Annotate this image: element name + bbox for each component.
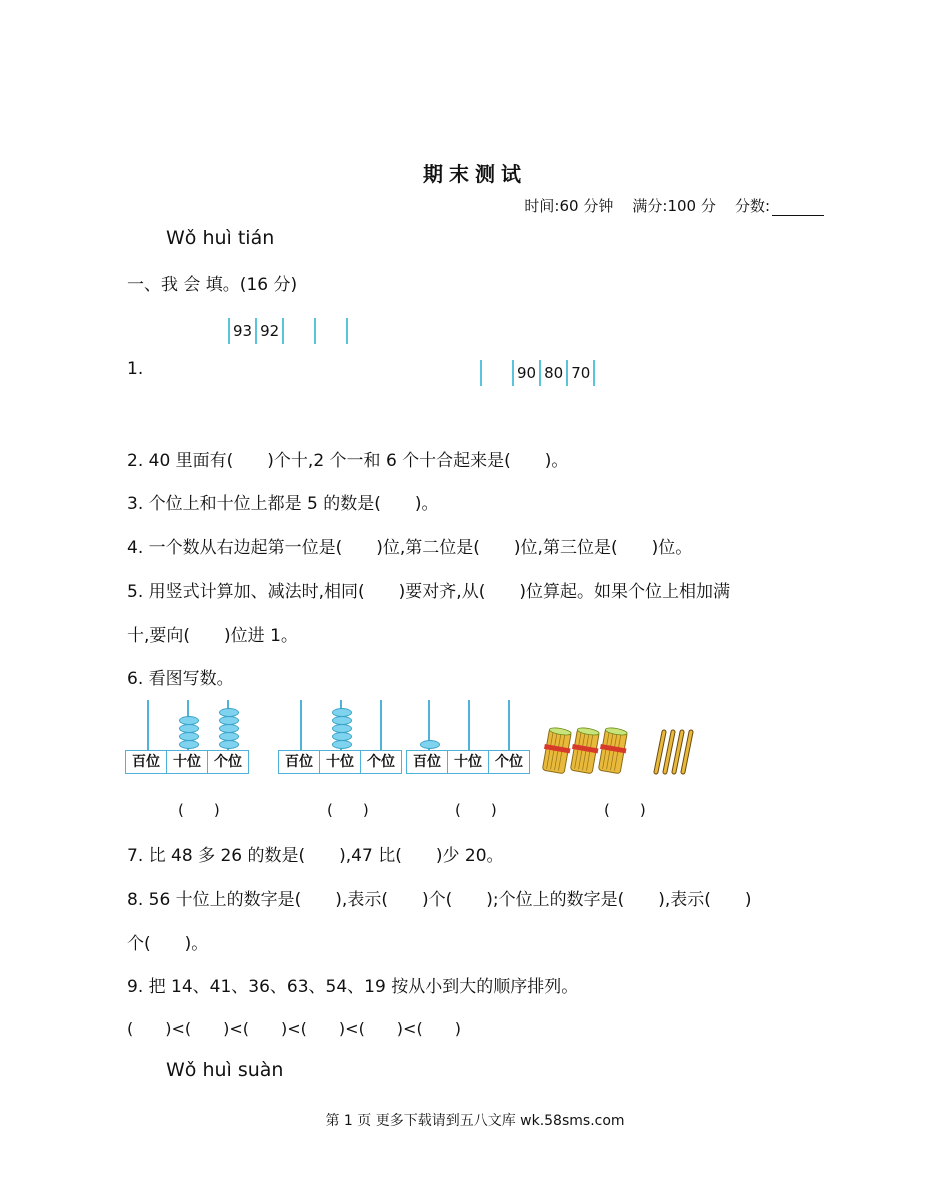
pinyin-heading-calc: Wǒ huì suàn	[166, 1059, 284, 1081]
page-footer: 第 1 页 更多下载请到五八文库 wk.58sms.com	[325, 1113, 625, 1129]
question-5-line2: 十,要向( )位进 1。	[127, 626, 298, 646]
abacus-bead	[179, 740, 199, 749]
abacus-rod	[508, 700, 510, 750]
ten-stick-bundle-icon	[540, 726, 573, 774]
q1-cell: 80	[539, 360, 566, 386]
q1-cell: 93	[228, 318, 255, 344]
abacus-rod	[147, 700, 149, 750]
tens-label: 十位	[320, 751, 361, 773]
abacus-place-labels	[278, 750, 402, 774]
q6-answer-blank[interactable]: ( )	[178, 801, 220, 819]
score-label: 分数:	[734, 197, 770, 215]
page-title: 期末测试	[423, 162, 527, 186]
q6-answer-blank[interactable]: ( )	[455, 801, 497, 819]
q6-answer-blank[interactable]: ( )	[604, 801, 646, 819]
time-text: 时间:60 分钟	[524, 197, 614, 215]
tens-label: 十位	[167, 751, 208, 773]
q1-number-row-bottom	[480, 360, 595, 386]
abacus-2	[278, 700, 400, 774]
abacus-rod	[468, 700, 470, 750]
abacus-rod	[300, 700, 302, 750]
hundreds-label: 百位	[407, 751, 448, 773]
abacus-bead	[219, 740, 239, 749]
question-9-order-blanks[interactable]: ( )<( )<( )<( )<( )<( )	[127, 1019, 461, 1038]
tens-label: 十位	[448, 751, 489, 773]
ones-label: 个位	[367, 754, 395, 770]
question-5-line1: 5. 用竖式计算加、减法时,相同( )要对齐,从( )位算起。如果个位上相加满	[127, 582, 730, 602]
ones-label: 个位	[495, 754, 523, 770]
full-score-text: 满分:100 分	[632, 197, 716, 215]
question-6: 6. 看图写数。	[127, 669, 234, 689]
ten-stick-bundle-icon	[596, 726, 629, 774]
abacus-bead	[332, 740, 352, 749]
abacus-bead	[420, 740, 440, 749]
single-sticks-icon	[656, 732, 691, 772]
question-3: 3. 个位上和十位上都是 5 的数是( )。	[127, 494, 439, 514]
stick-bundles-icon	[536, 726, 706, 776]
exam-meta	[524, 195, 824, 216]
ones-label: 个位	[214, 754, 242, 770]
abacus-rod	[380, 700, 382, 750]
abacus-3	[406, 700, 528, 774]
question-7: 7. 比 48 多 26 的数是( ),47 比( )少 20。	[127, 846, 504, 866]
section-heading: 一、我 会 填。(16 分)	[127, 275, 298, 295]
question-4: 4. 一个数从右边起第一位是( )位,第二位是( )位,第三位是( )位。	[127, 538, 693, 558]
question-8-line2: 个( )。	[127, 934, 209, 954]
ten-stick-bundle-icon	[568, 726, 601, 774]
q1-blank-cell[interactable]	[314, 318, 348, 344]
hundreds-label: 百位	[126, 751, 167, 773]
q1-blank-cell[interactable]	[282, 318, 314, 344]
question-8-line1: 8. 56 十位上的数字是( ),表示( )个( );个位上的数字是( ),表示( )	[127, 890, 752, 910]
score-blank[interactable]	[772, 201, 824, 216]
q1-cell: 70	[566, 360, 595, 386]
abacus-1	[125, 700, 247, 774]
pinyin-heading-fill: Wǒ huì tián	[166, 227, 275, 249]
q1-blank-cell[interactable]	[480, 360, 512, 386]
question-9: 9. 把 14、41、36、63、54、19 按从小到大的顺序排列。	[127, 977, 579, 997]
question-2: 2. 40 里面有( )个十,2 个一和 6 个十合起来是( )。	[127, 451, 569, 471]
abacus-place-labels	[125, 750, 249, 774]
q6-answer-blank[interactable]: ( )	[327, 801, 369, 819]
q1-cell: 92	[255, 318, 282, 344]
q1-number-row-top	[228, 318, 348, 344]
abacus-place-labels	[406, 750, 530, 774]
q1-cell: 90	[512, 360, 539, 386]
hundreds-label: 百位	[279, 751, 320, 773]
q1-label: 1.	[127, 359, 144, 379]
